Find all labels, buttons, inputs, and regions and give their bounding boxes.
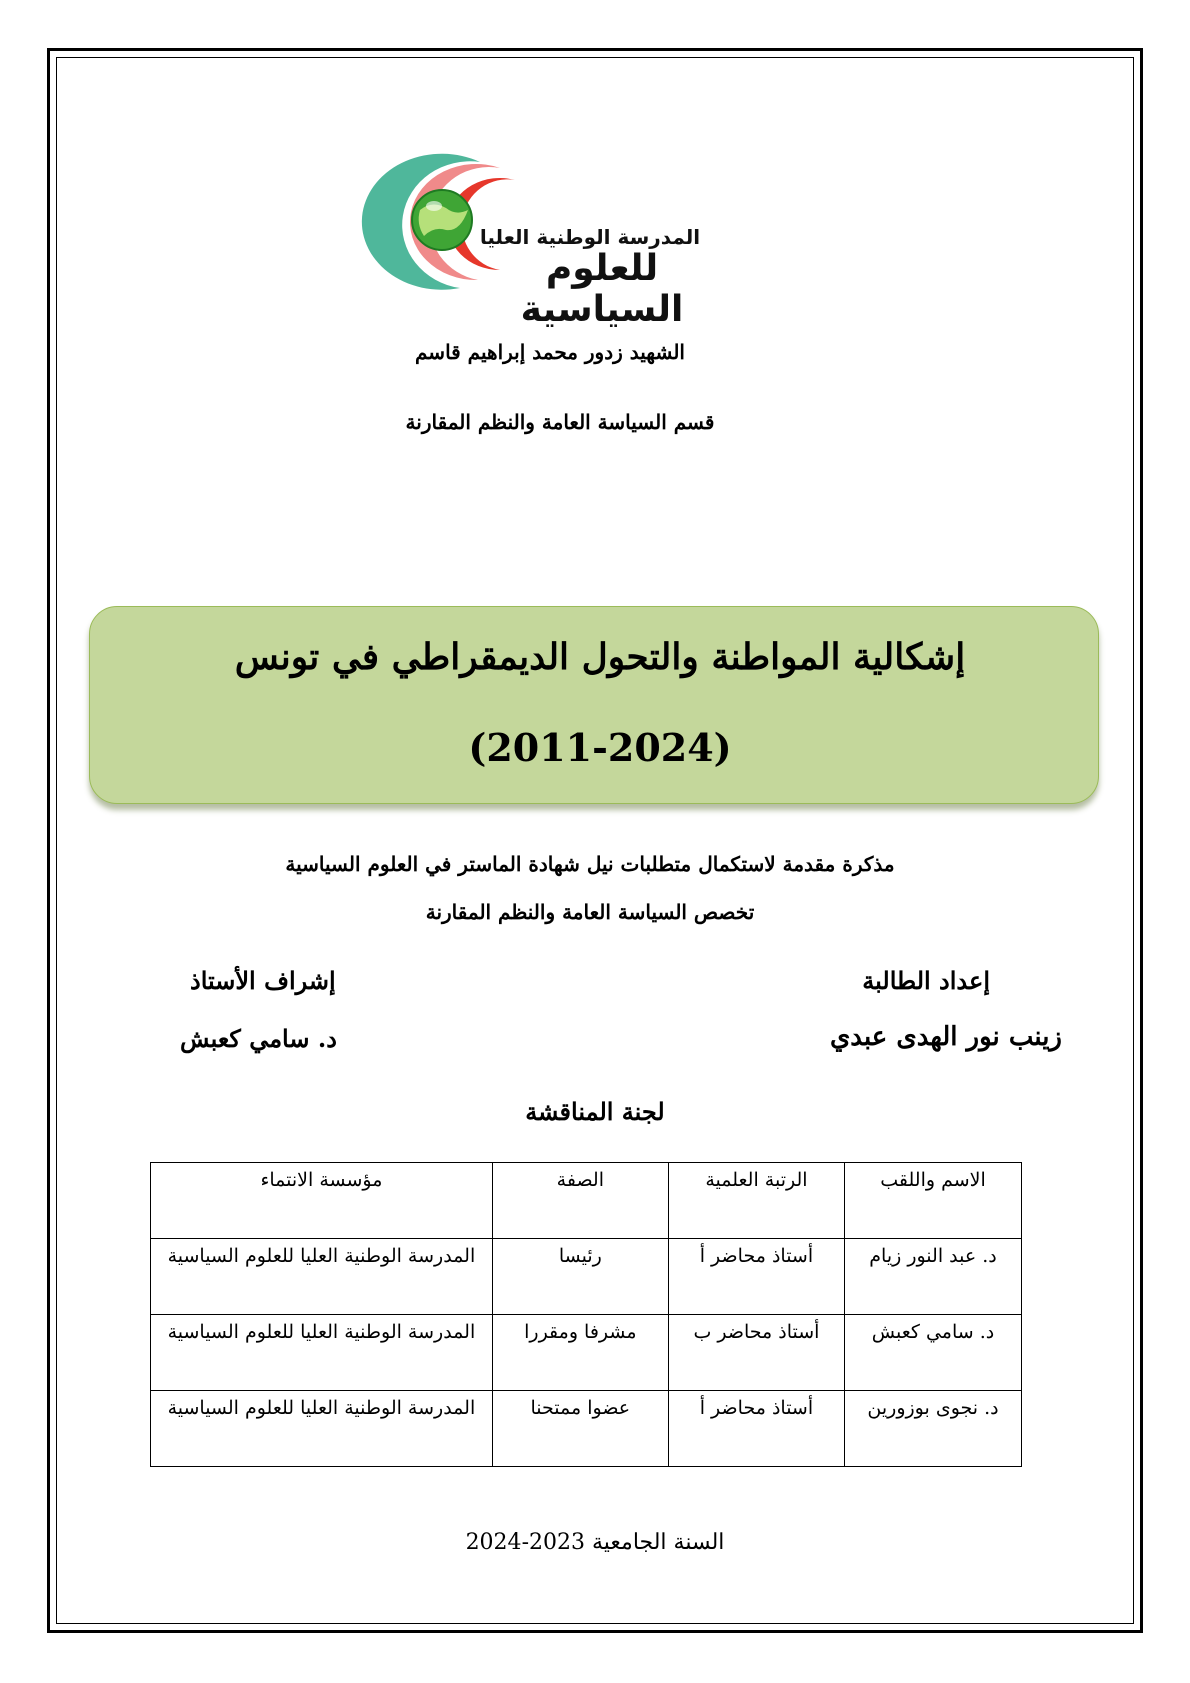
thesis-period: (2011-2024) [468, 725, 732, 770]
student-name: زينب نور الهدى عبدي [829, 1022, 1062, 1052]
table-row [151, 1315, 1022, 1391]
header-name: الاسم واللقب [845, 1163, 1022, 1239]
member-name: د. سامي كعبش [845, 1315, 1022, 1391]
logo-text-top: المدرسة الوطنية العليا [479, 225, 701, 249]
member-role: مشرفا ومقررا [492, 1315, 668, 1391]
header-institution: مؤسسة الانتماء [151, 1163, 493, 1239]
thesis-title: إشكالية المواطنة والتحول الديمقراطي في تونس [234, 636, 966, 678]
committee-title: لجنة المناقشة [525, 1097, 665, 1126]
member-role: عضوا ممتحنا [492, 1391, 668, 1467]
member-institution: المدرسة الوطنية العليا للعلوم السياسية [151, 1315, 493, 1391]
table-row [151, 1239, 1022, 1315]
table-row [151, 1391, 1022, 1467]
department-name: قسم السياسة العامة والنظم المقارنة [405, 410, 715, 434]
table-header-row [151, 1163, 1022, 1239]
globe-icon [412, 190, 472, 250]
academic-year: السنة الجامعية 2023-2024 [465, 1530, 725, 1555]
member-name: د. عبد النور زيام [845, 1239, 1022, 1315]
member-rank: أستاذ محاضر أ [668, 1391, 844, 1467]
header-role: الصفة [492, 1163, 668, 1239]
member-role: رئيسا [492, 1239, 668, 1315]
supervisor-label: إشراف الأستاذ [190, 966, 336, 995]
member-institution: المدرسة الوطنية العليا للعلوم السياسية [151, 1239, 493, 1315]
school-name: الشهيد زدور محمد إبراهيم قاسم [415, 340, 685, 364]
logo-text-bottom: للعلوم السياسية [520, 248, 684, 330]
supervisor-name: د. سامي كعبش [180, 1024, 337, 1053]
specialization: تخصص السياسة العامة والنظم المقارنة [425, 900, 755, 924]
member-rank: أستاذ محاضر أ [668, 1239, 844, 1315]
member-institution: المدرسة الوطنية العليا للعلوم السياسية [151, 1391, 493, 1467]
thesis-description: مذكرة مقدمة لاستكمال متطلبات نيل شهادة الماستر في العلوم السياسية [285, 852, 895, 876]
member-name: د. نجوى بوزورين [845, 1391, 1022, 1467]
student-label: إعداد الطالبة [862, 966, 990, 995]
member-rank: أستاذ محاضر ب [668, 1315, 844, 1391]
header-rank: الرتبة العلمية [668, 1163, 844, 1239]
committee-table [150, 1162, 1022, 1467]
